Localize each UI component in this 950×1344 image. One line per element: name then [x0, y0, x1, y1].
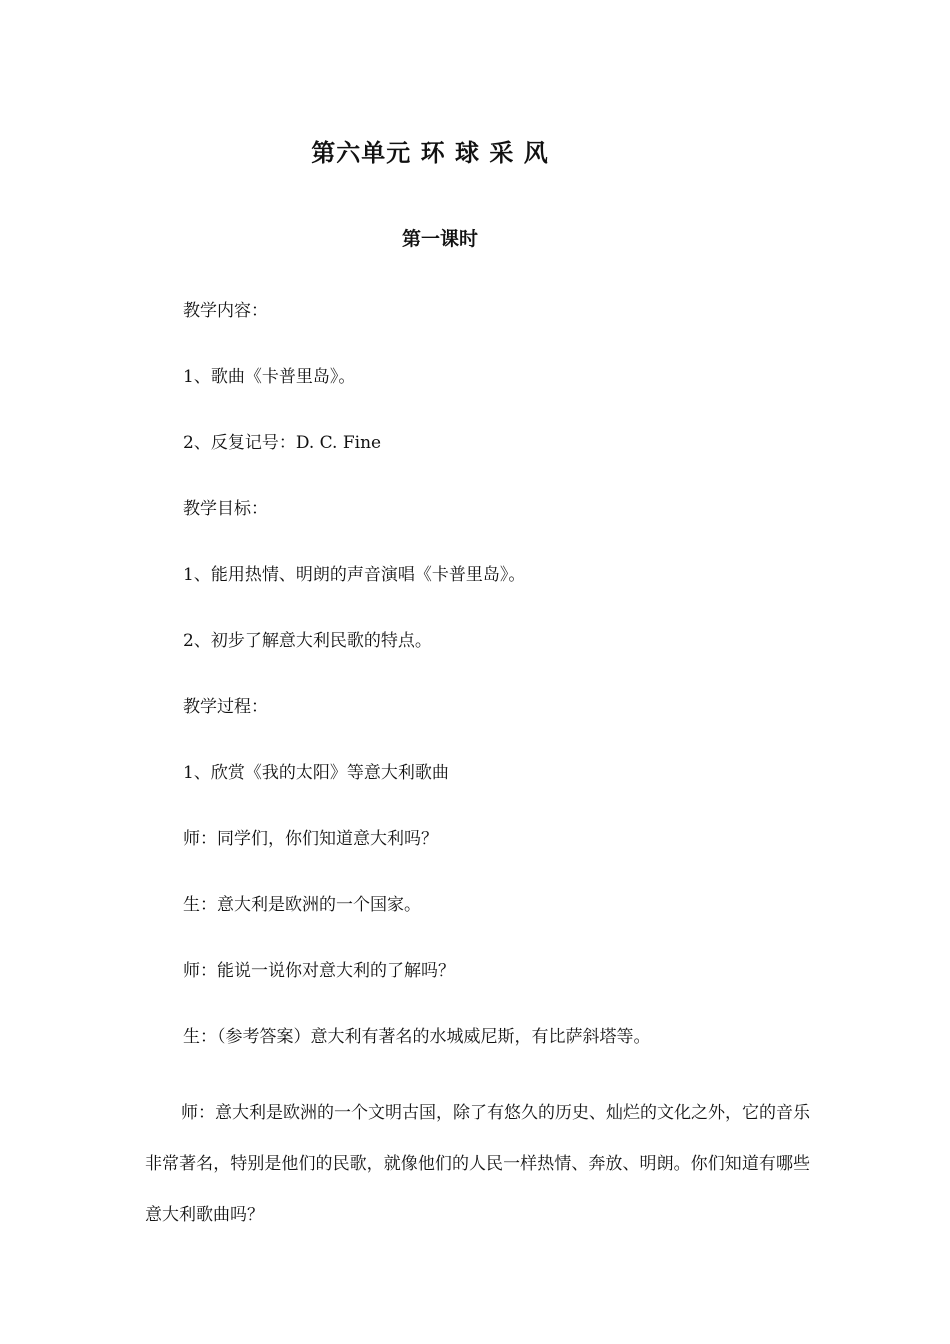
section-heading-process: 教学过程：: [183, 697, 268, 717]
content-item-1: 1、歌曲《卡普里岛》。: [183, 367, 356, 387]
dialogue-student-1: 生：意大利是欧洲的一个国家。: [183, 895, 421, 915]
goal-item-2: 2、初步了解意大利民歌的特点。: [183, 631, 432, 651]
dialogue-student-2: 生：（参考答案）意大利有著名的水城威尼斯，有比萨斜塔等。: [183, 1027, 651, 1047]
section-heading-goals: 教学目标：: [183, 499, 268, 519]
lesson-title: 第一课时: [401, 228, 478, 250]
dialogue-teacher-1: 师：同学们，你们知道意大利吗？: [183, 829, 438, 849]
section-heading-content: 教学内容：: [183, 301, 268, 321]
dialogue-teacher-paragraph: 师：意大利是欧洲的一个文明古国，除了有悠久的历史、灿烂的文化之外，它的音乐非常著名，特别是他们的民歌，就像他们的人民一样热情、奔放、明朗。你们知道有哪些意大利歌曲吗？: [145, 1103, 810, 1225]
content-item-2: 2、反复记号：D. C. Fine: [183, 433, 382, 453]
goal-item-1: 1、能用热情、明朗的声音演唱《卡普里岛》。: [183, 565, 526, 585]
process-step-1: 1、欣赏《我的太阳》等意大利歌曲: [183, 763, 449, 783]
dialogue-teacher-2: 师：能说一说你对意大利的了解吗？: [183, 961, 455, 981]
unit-title: 第六单元 环 球 采 风: [311, 138, 549, 167]
